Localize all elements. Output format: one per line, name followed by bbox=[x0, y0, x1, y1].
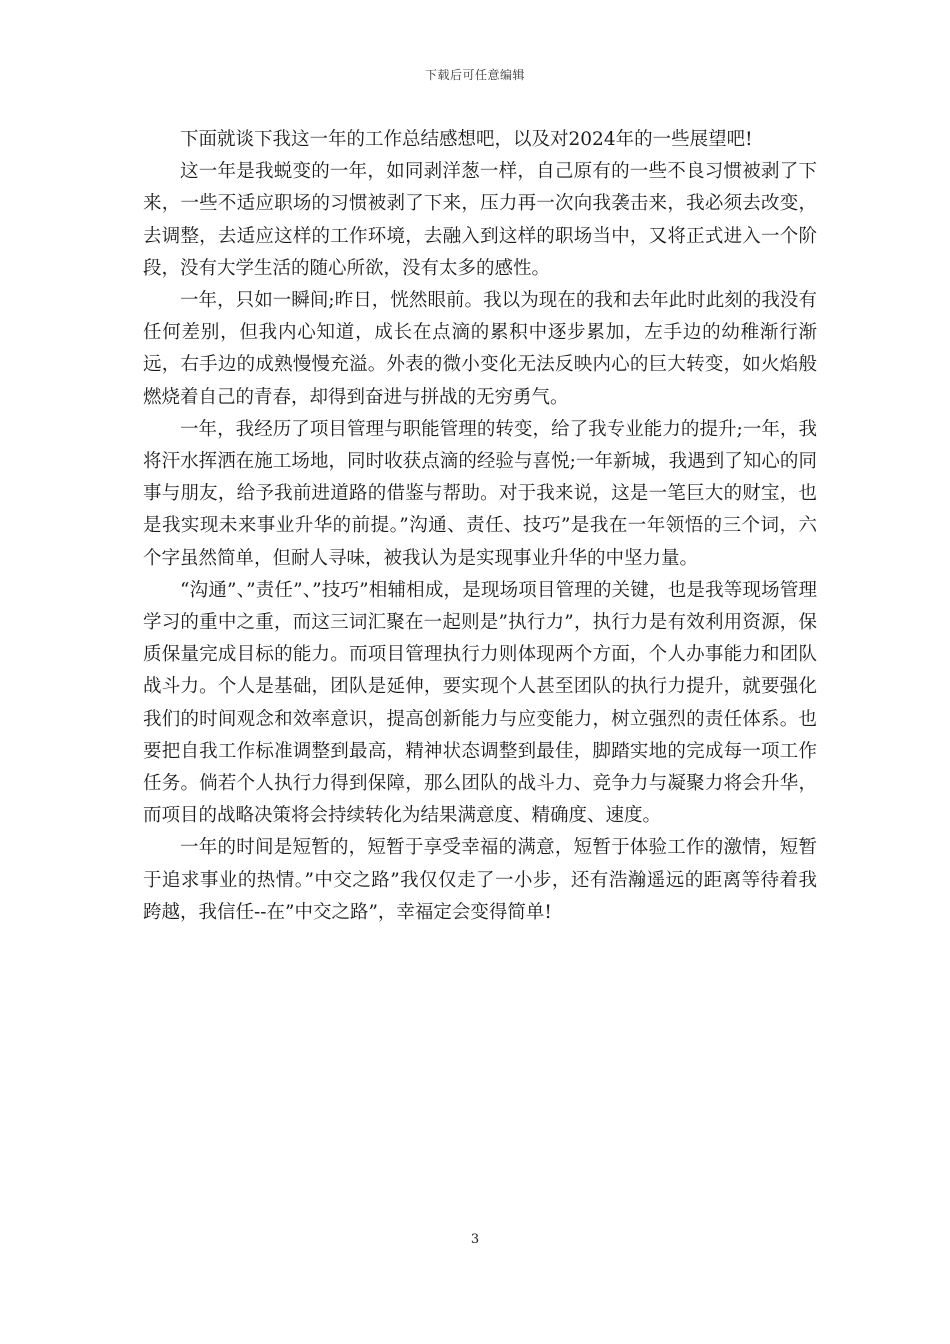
paragraph-intro: 下面就谈下我这一年的工作总结感想吧，以及对2024年的一些展望吧! bbox=[180, 129, 753, 150]
paragraph-transformation: 这一年是我蜕变的一年，如同剥洋葱一样，自己原有的一些不良习惯被剥了下来，一些不适应职场的习惯被剥了下来，压力再一次向我袭击来，我必须去改变，去调整，去适应这样的工作环境，去融入到这样的职场当中，又将正式进入一个阶段，没有大学生活的随心所欲，没有太多的感性。 bbox=[143, 161, 817, 279]
paragraph-growth: 一年，只如一瞬间;昨日，恍然眼前。我以为现在的我和去年此时此刻的我没有任何差别，但我内心知道，成长在点滴的累积中逐步累加，左手边的幼稚渐行渐远，右手边的成熟慢慢充溢。外表的微小变化无法反映内心的巨大转变，如火焰般燃烧着自己的青春，却得到奋进与拼战的无穷勇气。 bbox=[143, 290, 817, 408]
paragraph-conclusion: 一年的时间是短暂的，短暂于享受幸福的满意，短暂于体验工作的激情，短暂于追求事业的热情。”中交之路”我仅仅走了一小步，还有浩瀚遥远的距离等待着我跨越，我信任--在”中交之路”，幸福定会变得简单! bbox=[143, 837, 817, 923]
header-note: 下载后可任意编辑 bbox=[424, 68, 525, 82]
paragraph-execution: “沟通”、”责任”、”技巧”相辅相成，是现场项目管理的关键，也是我等现场管理学习的重中之重，而这三词汇聚在一起则是”执行力”，执行力是有效利用资源，保质保量完成目标的能力。而项目管理执行力则体现两个方面，个人办事能力和团队战斗力。个人是基础，团队是延伸，要实现个人甚至团队的执行力提升，就要强化我们的时间观念和效率意识，提高创新能力与应变能力，树立强烈的责任体系。也要把自我工作标准调整到最高，精神状态调整到最佳，脚踏实地的完成每一项工作任务。倘若个人执行力得到保障，那么团队的战斗力、竞争力与凝聚力将会升华，而项目的战略决策将会持续转化为结果满意度、精确度、速度。 bbox=[143, 579, 817, 827]
document-body bbox=[143, 124, 817, 929]
paragraph-experience: 一年，我经历了项目管理与职能管理的转变，给了我专业能力的提升;一年，我将汗水挥洒在施工场地，同时收获点滴的经验与喜悦;一年新城，我遇到了知心的同事与朋友，给予我前进道路的借鉴与帮助。对于我来说，这是一笔巨大的财宝，也是我实现未来事业升华的前提。”沟通、责任、技巧”是我在一年领悟的三个词，六个字虽然简单，但耐人寻味，被我认为是实现事业升华的中坚力量。 bbox=[143, 418, 817, 569]
page-number: 3 bbox=[470, 1232, 480, 1247]
